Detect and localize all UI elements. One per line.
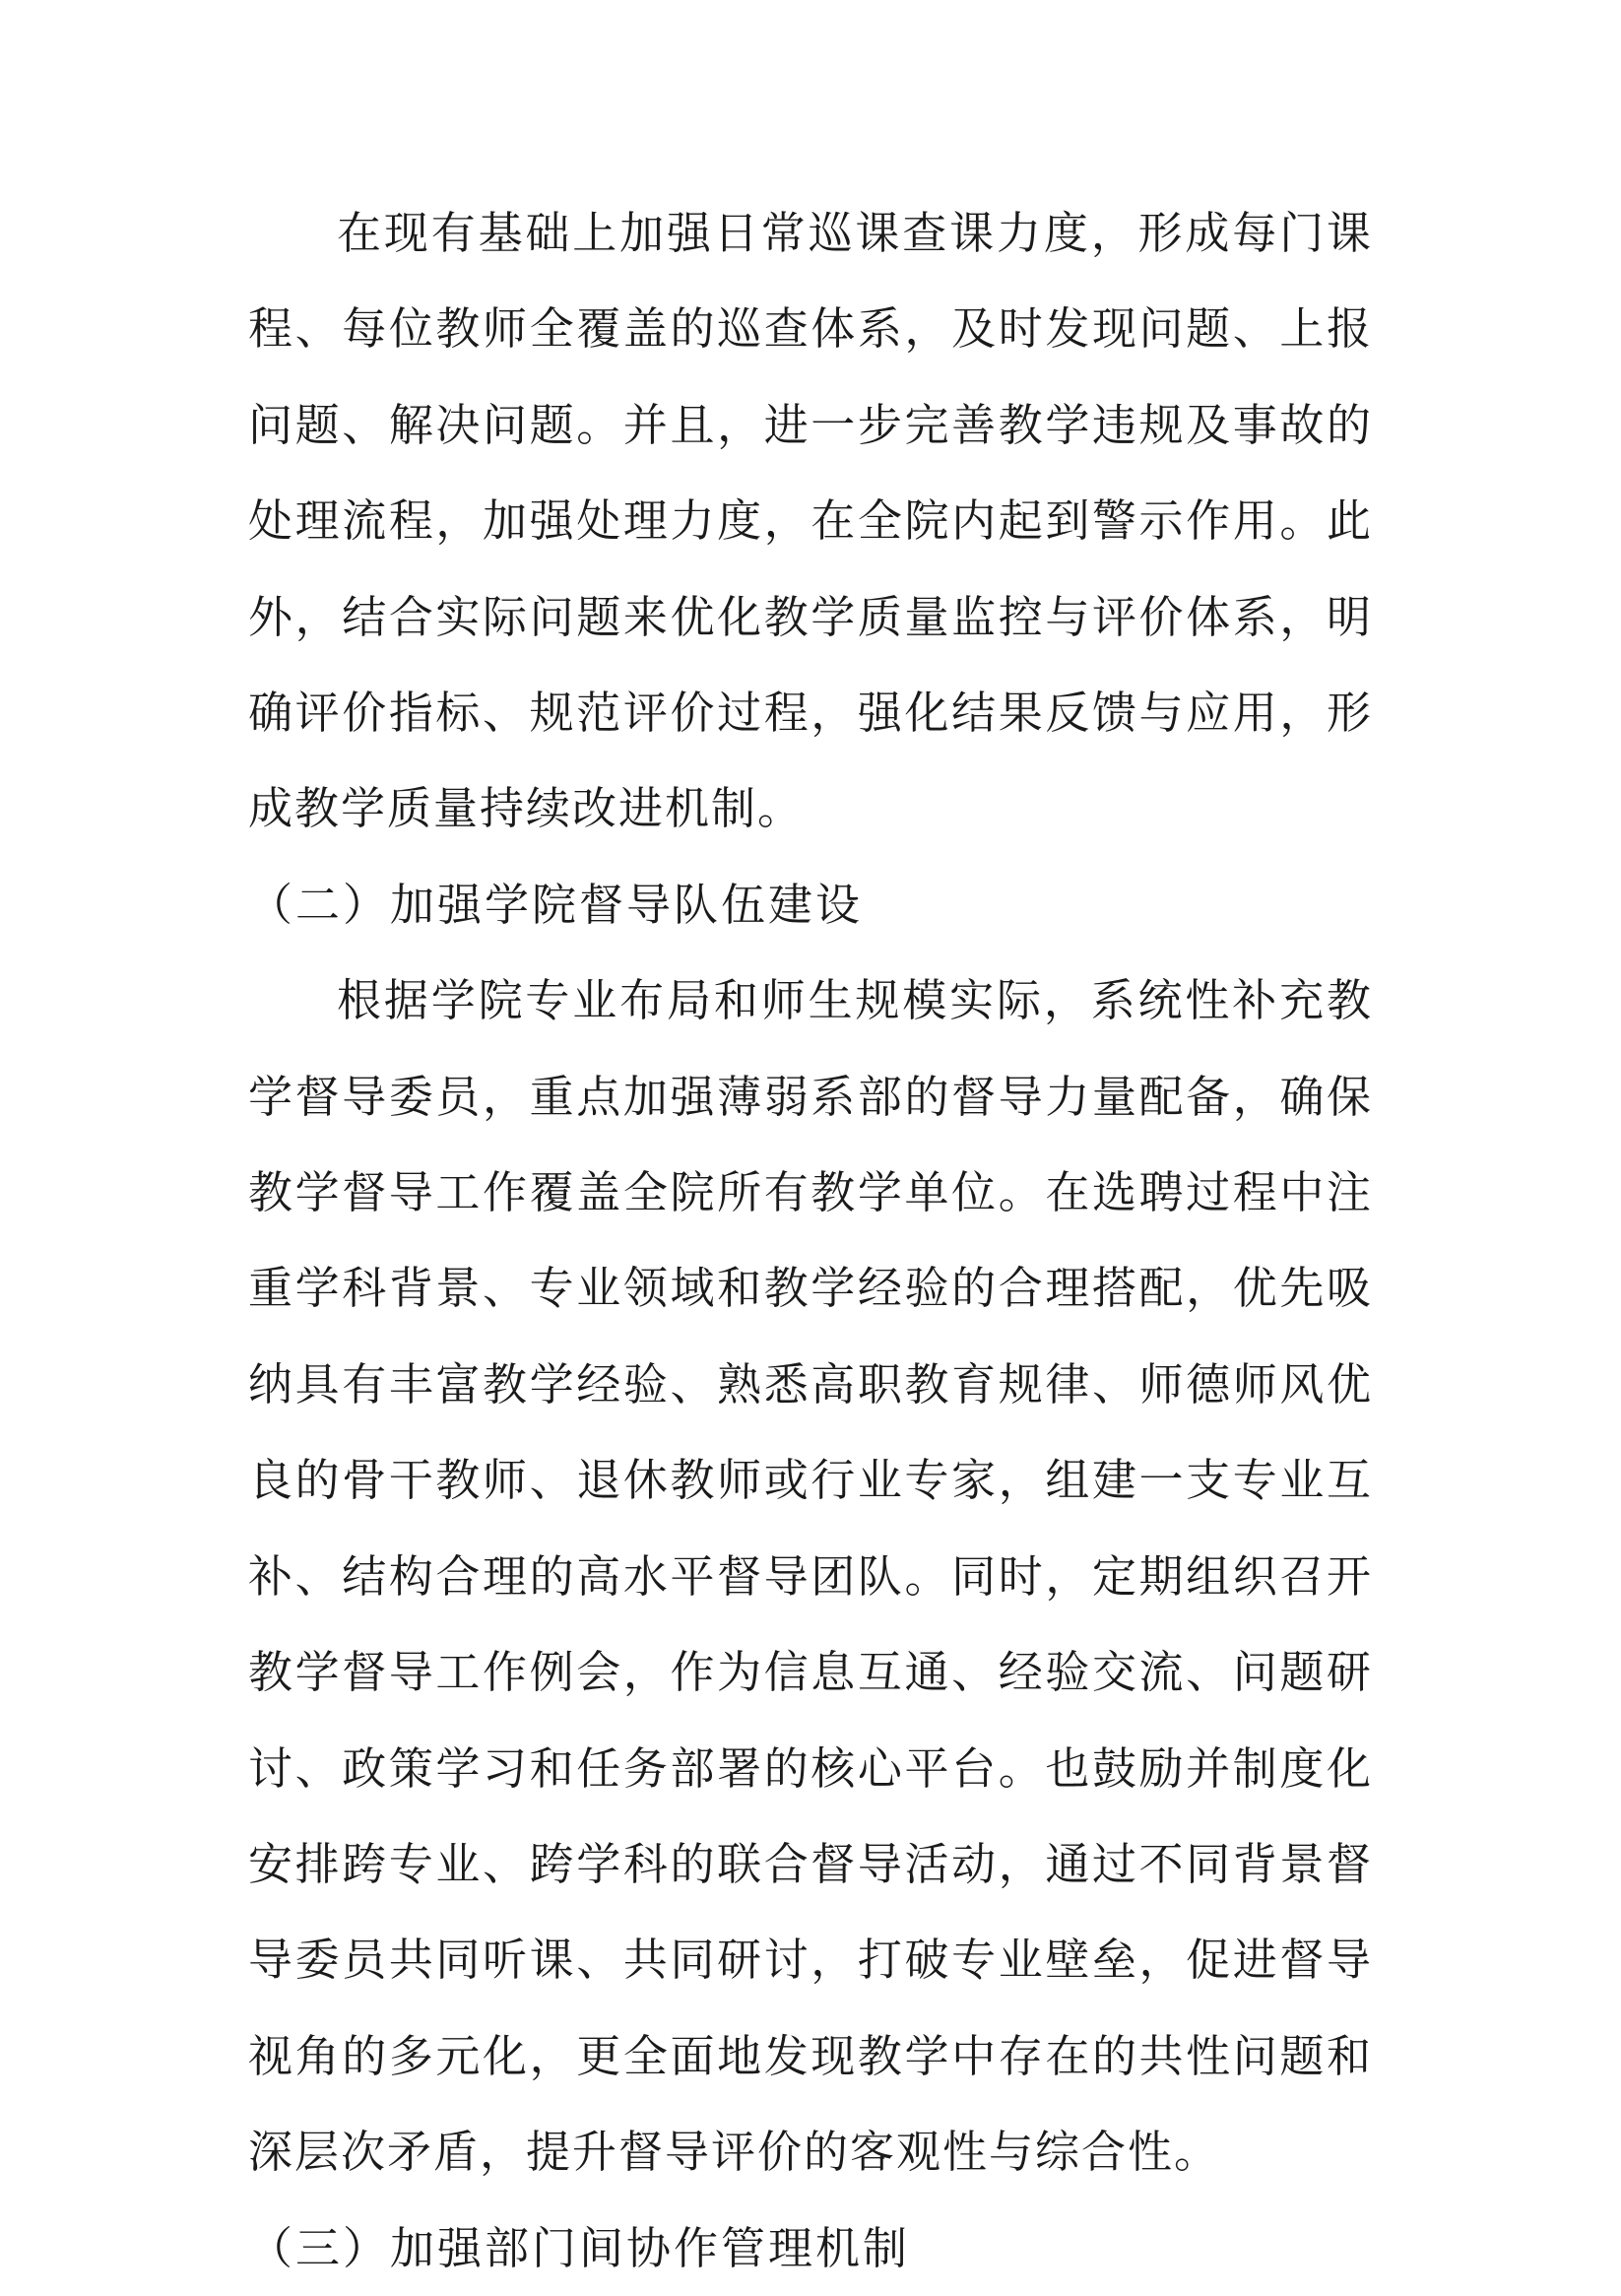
section-heading-2: （二）加强学院督导队伍建设	[248, 878, 864, 931]
document-body	[248, 185, 1373, 2296]
paragraph-supervision-inspection: 在现有基础上加强日常巡课查课力度，形成每门课程、每位教师全覆盖的巡查体系，及时发现问题、上报问题、解决问题。并且，进一步完善教学违规及事故的处理流程，加强处理力度，在全院内起到警示作用。此外，结合实际问题来优化教学质量监控与评价体系，明确评价指标、规范评价过程，强化结果反馈与应用，形成教学质量持续改进机制。	[248, 207, 1373, 835]
section-heading-3: （三）加强部门间协作管理机制	[248, 2221, 911, 2274]
paragraph-supervision-team: 根据学院专业布局和师生规模实际，系统性补充教学督导委员，重点加强薄弱系部的督导力量配备，确保教学督导工作覆盖全院所有教学单位。在选聘过程中注重学科背景、专业领域和教学经验的合理搭配，优先吸纳具有丰富教学经验、熟悉高职教育规律、师德师风优良的骨干教师、退休教师或行业专家，组建一支专业互补、结构合理的高水平督导团队。同时，定期组织召开教学督导工作例会，作为信息互通、经验交流、问题研讨、政策学习和任务部署的核心平台。也鼓励并制度化安排跨专业、跨学科的联合督导活动，通过不同背景督导委员共同听课、共同研讨，打破专业壁垒，促进督导视角的多元化，更全面地发现教学中存在的共性问题和深层次矛盾，提升督导评价的客观性与综合性。	[248, 974, 1373, 2179]
